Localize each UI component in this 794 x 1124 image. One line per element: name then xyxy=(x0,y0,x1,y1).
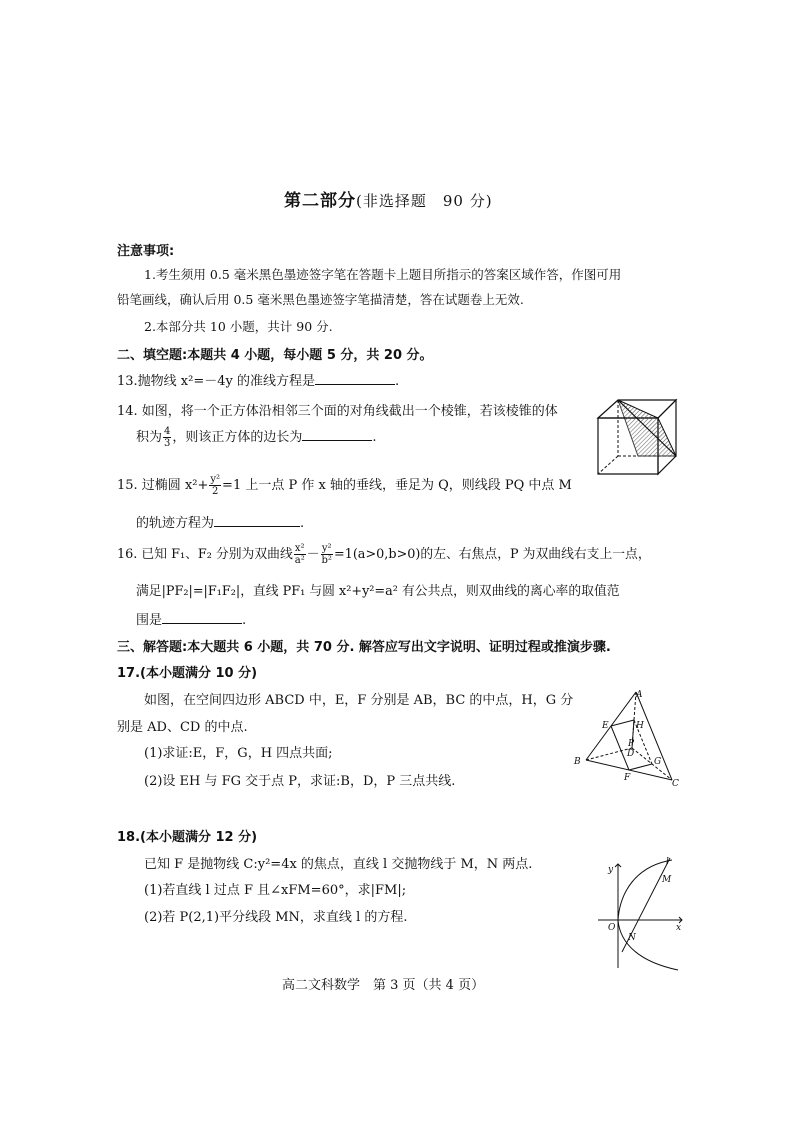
q14-frac-num: 4 xyxy=(164,426,171,437)
label-g: G xyxy=(654,757,662,767)
q14-fraction xyxy=(163,426,171,449)
label-a: A xyxy=(636,690,643,700)
q16-answer-blank xyxy=(162,611,242,624)
q15-line2 xyxy=(136,512,304,531)
segment-fg xyxy=(629,764,652,770)
part-title-rest: (非选择题 90 分) xyxy=(356,192,493,210)
q17-part2: (2)设 EH 与 FG 交于点 P，求证:B，D，P 三点共线. xyxy=(144,774,456,789)
q13-end: . xyxy=(395,374,400,389)
q17-part1: (1)求证:E，F，G，H 四点共面; xyxy=(144,746,333,761)
label-b: B xyxy=(574,757,581,767)
q16-frac1-num: x² xyxy=(294,543,305,554)
q16-frac2-num: y² xyxy=(321,543,332,554)
label-c: C xyxy=(672,779,679,789)
label-m: M xyxy=(662,875,672,885)
label-e: E xyxy=(602,721,609,731)
q15-post: =1 上一点 P 作 x 轴的垂线，垂足为 Q，则线段 PQ 中点 M xyxy=(222,478,572,493)
notes-item1-line2: 铅笔画线，确认后用 0.5 毫米黑色墨迹签字笔描清楚，答在试题卷上无效. xyxy=(117,292,524,307)
part-title xyxy=(284,186,493,211)
q18-line1: 已知 F 是抛物线 C:y²=4x 的焦点，直线 l 交抛物线于 M，N 两点. xyxy=(144,857,533,872)
q14-line1: 14. 如图，将一个正方体沿相邻三个面的对角线截出一个棱锥，若该棱锥的体 xyxy=(117,404,558,419)
label-p: P xyxy=(628,739,635,749)
q15-pre: 15. 过椭圆 x²+ xyxy=(117,478,209,493)
notes-item2: 2.本部分共 10 小题，共计 90 分. xyxy=(144,319,333,334)
q13-text: 13.抛物线 x²=－4y 的准线方程是 xyxy=(117,374,315,389)
q14-answer-blank xyxy=(302,428,372,441)
q16-line2: 满足|PF₂|=|F₁F₂|，直线 PF₁ 与圆 x²+y²=a² 有公共点，则双曲线的离心率的取值范 xyxy=(136,584,620,599)
q16-frac1-den: a² xyxy=(294,555,305,566)
q15-line1 xyxy=(117,474,572,497)
q16-line1 xyxy=(117,543,651,566)
cube-pyramid-figure xyxy=(594,396,678,478)
q16-fraction-2 xyxy=(321,543,333,566)
q15-end: . xyxy=(300,516,305,531)
q14-line2-pre: 积为 xyxy=(136,430,163,445)
q17-line1: 如图，在空间四边形 ABCD 中，E，F 分别是 AB，BC 的中点，H，G 分 xyxy=(144,693,574,708)
hidden-edge-depth xyxy=(598,456,618,474)
q16-post: =1(a>0,b>0)的左、右焦点，P 为双曲线右支上一点， xyxy=(333,547,651,562)
q14-frac-den: 3 xyxy=(164,438,171,449)
page-footer: 高二文科数学 第 3 页（共 4 页） xyxy=(282,978,485,993)
segment-ef xyxy=(611,726,629,770)
section2-heading: 二、填空题:本题共 4 小题，每小题 5 分，共 20 分。 xyxy=(117,348,433,363)
q16-frac2-den: b² xyxy=(321,555,332,566)
q16-minus: － xyxy=(306,547,320,562)
label-d: D xyxy=(627,749,635,759)
label-n: N xyxy=(628,933,636,943)
q14-end: . xyxy=(372,430,377,445)
q15-line2-text: 的轨迹方程为 xyxy=(136,516,215,531)
q18-heading: 18.(本小题满分 12 分) xyxy=(117,830,258,845)
q16-line3-text: 围是 xyxy=(136,613,163,628)
notes-item1-line1: 1.考生须用 0.5 毫米黑色墨迹签字笔在答题卡上题目所指示的答案区域作答，作图可用 xyxy=(144,267,622,282)
notes-heading: 注意事项: xyxy=(117,244,175,259)
q18-part1: (1)若直线 l 过点 F 且∠xFM=60°，求|FM|; xyxy=(144,883,407,898)
q15-frac-num: y² xyxy=(210,474,221,485)
spatial-quadrilateral-figure xyxy=(572,686,682,790)
q15-frac-den: 2 xyxy=(212,486,219,497)
q14-line2-post: ，则该正方体的边长为 xyxy=(172,430,303,445)
q18-part2: (2)若 P(2,1)平分线段 MN，求直线 l 的方程. xyxy=(144,910,408,925)
label-f: F xyxy=(624,773,631,783)
q16-fraction-1 xyxy=(294,543,306,566)
label-y: y xyxy=(608,865,614,875)
label-h: H xyxy=(636,721,644,731)
q16-end: . xyxy=(242,613,247,628)
parabola-line-figure xyxy=(596,852,686,972)
q17-line2: 别是 AD、CD 的中点. xyxy=(117,720,248,735)
q16-line3 xyxy=(136,609,246,628)
part-title-main: 第二部分 xyxy=(284,191,356,211)
q17-heading: 17.(本小题满分 10 分) xyxy=(117,666,258,681)
q15-fraction xyxy=(209,474,221,497)
question-13 xyxy=(117,370,399,389)
q16-pre: 16. 已知 F₁、F₂ 分别为双曲线 xyxy=(117,547,293,562)
q13-answer-blank xyxy=(315,372,395,385)
q14-line2 xyxy=(136,426,377,449)
q15-answer-blank xyxy=(214,514,300,527)
label-o: O xyxy=(608,923,616,933)
label-l: l xyxy=(666,857,669,867)
label-x: x xyxy=(676,923,682,933)
section3-heading: 三、解答题:本大题共 6 小题，共 70 分. 解答应写出文字说明、证明过程或推演步骤. xyxy=(117,640,611,655)
